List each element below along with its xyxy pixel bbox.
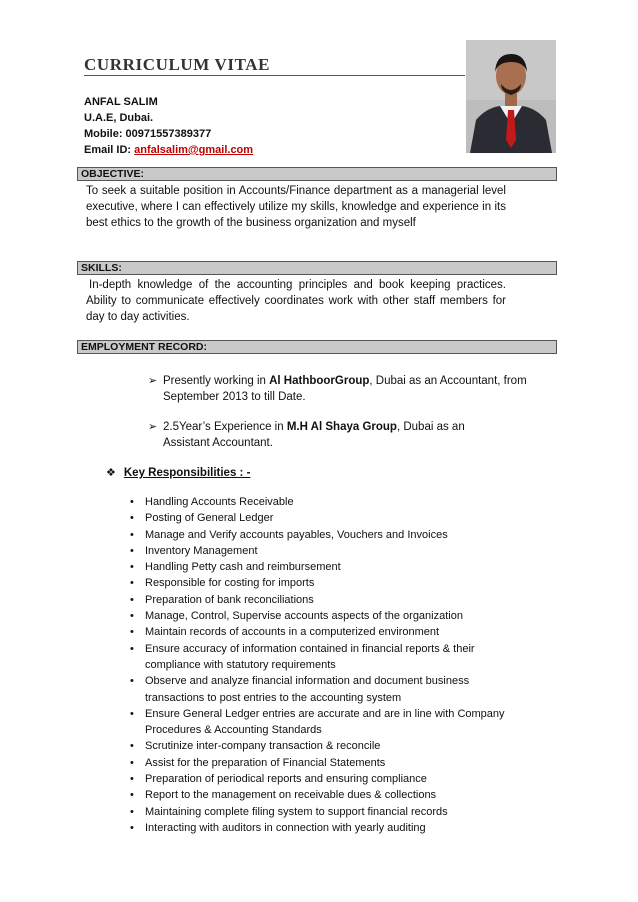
bullet-dot-icon: •	[130, 675, 134, 688]
responsibility-text: Preparation of periodical reports and ensuring compliance	[145, 773, 427, 786]
bullet-dot-icon: •	[130, 610, 134, 623]
skills-text: In-depth knowledge of the accounting principles and book keeping practices. Ability to communicate effectively coordinates work with other staff members for day to day activities.	[86, 279, 506, 323]
key-responsibilities-heading	[106, 465, 250, 481]
bullet-dot-icon: •	[130, 577, 134, 590]
job1-company: Al HathboorGroup	[269, 375, 370, 387]
skills-heading: SKILLS:	[77, 261, 557, 275]
bullet-dot-icon: •	[130, 756, 134, 769]
bullet-dot-icon: •	[130, 789, 134, 802]
employment-heading: EMPLOYMENT RECORD:	[77, 340, 557, 354]
email-link[interactable]: anfalsalim@gmail.com	[134, 144, 254, 156]
responsibility-item	[130, 673, 510, 706]
responsibility-item	[130, 527, 510, 543]
bullet-dot-icon: •	[130, 561, 134, 574]
responsibility-item	[130, 543, 510, 559]
responsibility-item	[130, 820, 510, 836]
profile-photo	[466, 40, 556, 153]
responsibility-item	[130, 738, 510, 754]
responsibility-item	[130, 510, 510, 526]
bullet-dot-icon: •	[130, 512, 134, 525]
bullet-dot-icon: •	[130, 773, 134, 786]
responsibility-item	[130, 559, 510, 575]
responsibility-text: Handling Petty cash and reimbursement	[145, 561, 341, 574]
arrow-bullet-icon: ➢	[148, 421, 158, 433]
responsibility-text: Inventory Management	[145, 544, 258, 557]
responsibility-text: Observe and analyze financial information and document business transactions to post entries to the accounting system	[145, 675, 470, 704]
responsibility-text: Handling Accounts Receivable	[145, 496, 294, 508]
arrow-bullet-icon: ➢	[148, 375, 158, 387]
bullet-dot-icon: •	[130, 707, 134, 720]
responsibility-text: Manage and Verify accounts payables, Vouchers and Invoices	[145, 528, 448, 541]
responsibility-item	[130, 804, 510, 820]
responsibility-text: Interacting with auditors in connection with yearly auditing	[145, 821, 426, 834]
responsibility-item	[130, 592, 510, 608]
bullet-dot-icon: •	[130, 544, 134, 557]
responsibility-text: Manage, Control, Supervise accounts aspects of the organization	[145, 610, 463, 623]
responsibility-item	[130, 624, 510, 640]
objective-heading: OBJECTIVE:	[77, 167, 557, 181]
responsibility-item	[130, 771, 510, 787]
email-label: Email ID:	[84, 144, 135, 156]
responsibility-item	[130, 787, 510, 803]
job2-post: , Dubai as an Assistant Accountant.	[163, 421, 465, 449]
job1-pre: Presently working in	[163, 375, 270, 387]
responsibility-text: Report to the management on receivable dues & collections	[145, 789, 437, 802]
responsibility-text: Ensure General Ledger entries are accurate and are in line with Company Procedures & Accounting Standards	[145, 707, 505, 737]
responsibility-item	[130, 575, 510, 591]
bullet-dot-icon: •	[130, 496, 134, 508]
bullet-dot-icon: •	[130, 528, 134, 541]
bullet-dot-icon: •	[130, 626, 134, 639]
candidate-mobile: Mobile: 00971557389377	[84, 128, 212, 140]
job-record-current	[148, 373, 538, 405]
responsibility-item	[130, 755, 510, 771]
responsibility-text: Posting of General Ledger	[145, 512, 274, 525]
responsibility-text: Assist for the preparation of Financial Statements	[145, 756, 386, 769]
title-divider	[84, 75, 465, 76]
candidate-name: ANFAL SALIM	[84, 96, 158, 108]
responsibility-text: Ensure accuracy of information contained in financial reports & their compliance with statutory requirements	[145, 642, 475, 671]
responsibility-item	[130, 706, 510, 739]
candidate-email-row	[84, 142, 253, 158]
responsibility-text: Responsible for costing for imports	[145, 577, 315, 590]
bullet-dot-icon: •	[130, 821, 134, 834]
bullet-dot-icon: •	[130, 740, 134, 753]
responsibility-text: Preparation of bank reconciliations	[145, 593, 314, 606]
objective-text: To seek a suitable position in Accounts/Finance department as a managerial level executive, where I can effectively utilize my skills, knowledge and experience in its best ethics to the growth of the business organization and myself	[86, 185, 506, 229]
responsibility-text: Scrutinize inter-company transaction & reconcile	[145, 740, 381, 753]
responsibility-item	[130, 641, 510, 674]
responsibility-item	[130, 494, 510, 510]
cv-title: CURRICULUM VITAE	[84, 55, 271, 74]
responsibilities-list	[130, 494, 510, 836]
job-record-previous	[148, 419, 478, 451]
diamond-bullet-icon: ❖	[106, 467, 116, 479]
bullet-dot-icon: •	[130, 642, 134, 655]
contact-block	[84, 94, 253, 158]
job2-pre: 2.5Year’s Experience in	[163, 421, 287, 433]
key-responsibilities-label: Key Responsibilities : -	[123, 467, 251, 479]
responsibility-text: Maintain records of accounts in a computerized environment	[145, 626, 440, 639]
candidate-location: U.A.E, Dubai.	[84, 112, 154, 124]
responsibility-item	[130, 608, 510, 624]
bullet-dot-icon: •	[130, 805, 134, 818]
job1-post: , Dubai as an Accountant, from September 2013 to till Date.	[163, 375, 527, 403]
responsibility-text: Maintaining complete filing system to support financial records	[145, 805, 448, 818]
bullet-dot-icon: •	[130, 593, 134, 606]
job2-company: M.H Al Shaya Group	[286, 421, 397, 433]
